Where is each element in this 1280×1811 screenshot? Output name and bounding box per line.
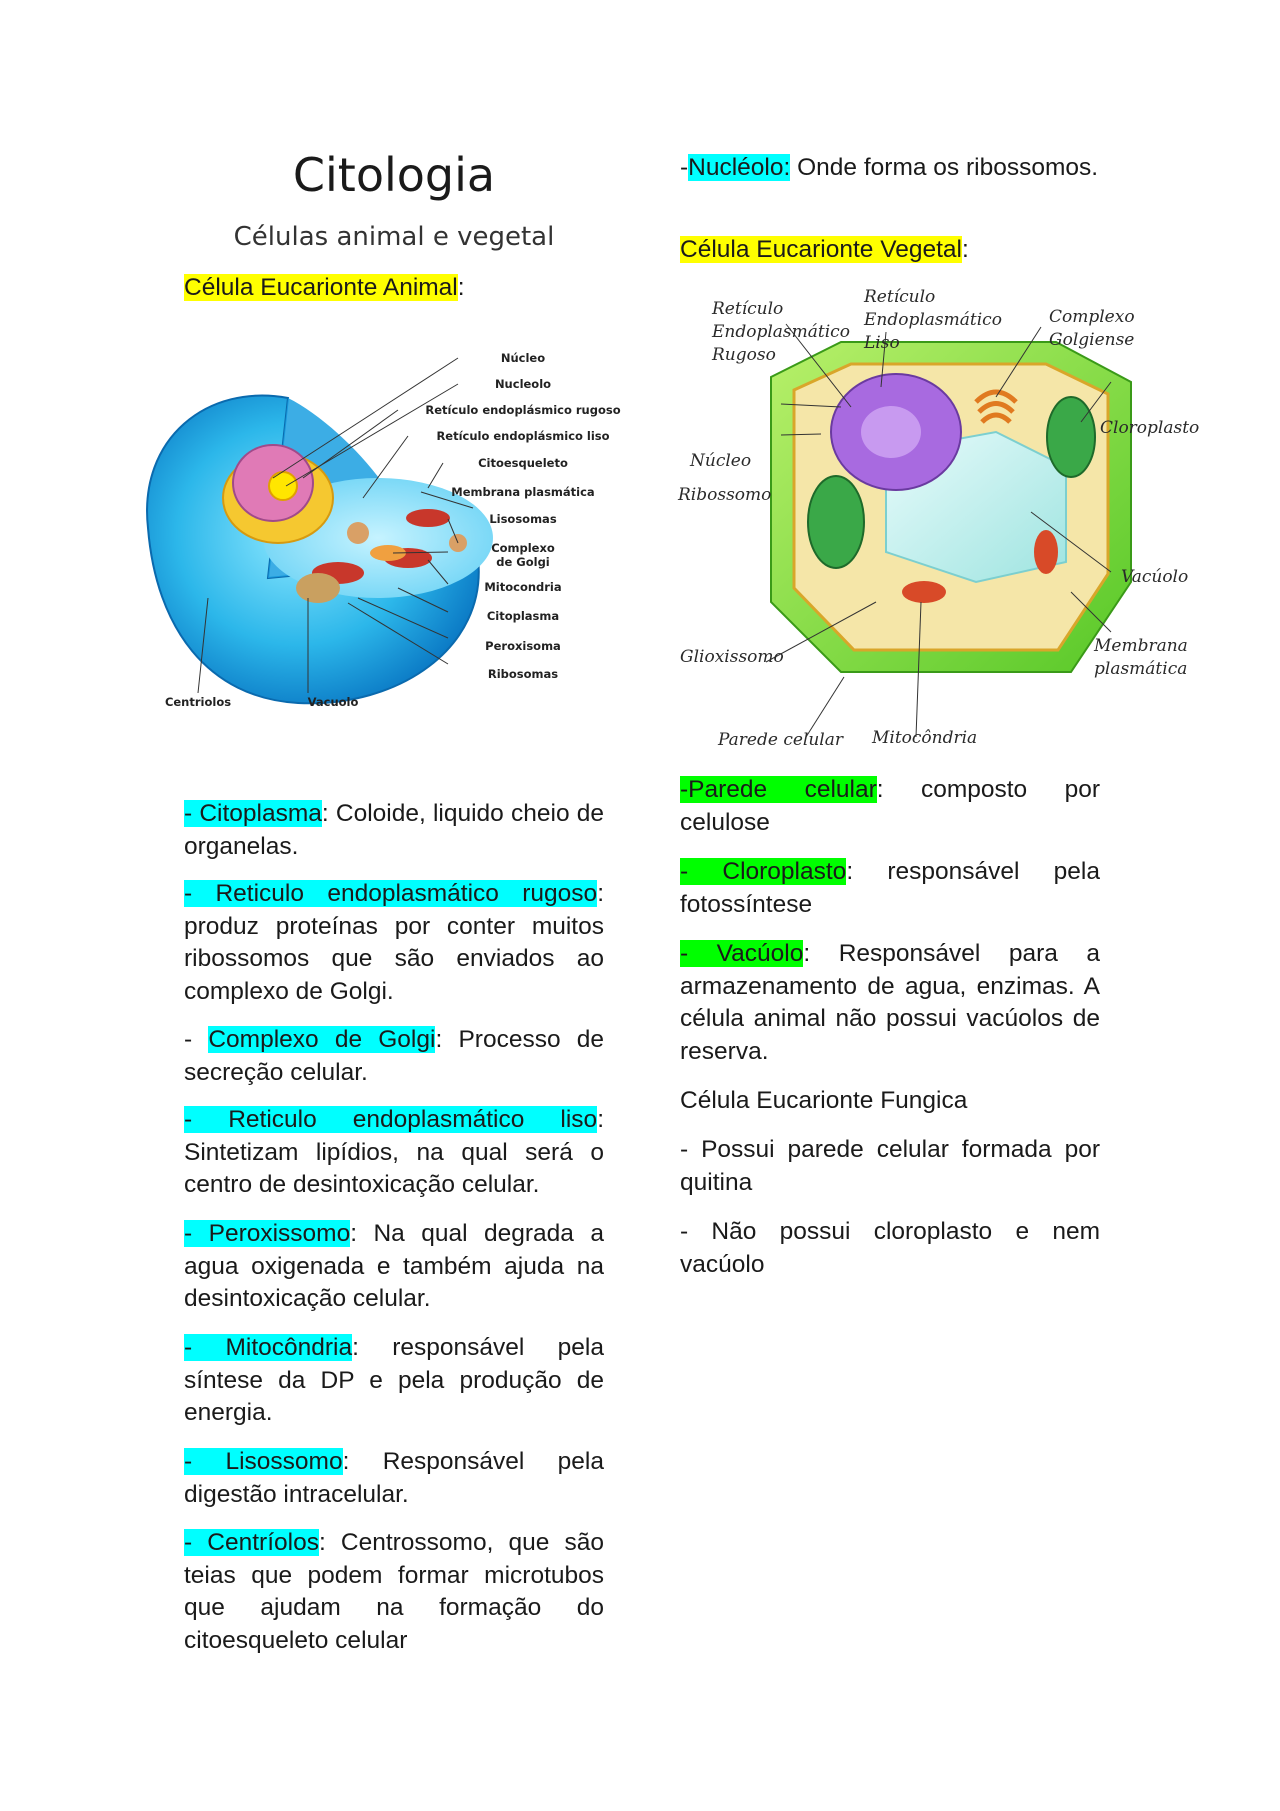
text-rel: : Sintetizam lipídios, na qual será o centro de desintoxicação celular. xyxy=(184,1106,604,1198)
animal-item-rel xyxy=(184,1104,604,1202)
animal-item-citoplasma xyxy=(184,798,604,863)
label-parede: Parede celular xyxy=(718,730,844,750)
mitochondrion-shape-2 xyxy=(406,509,450,527)
term-nucleolo: Nucléolo: xyxy=(688,154,791,181)
term-vacuolo: - Vacúolo xyxy=(680,940,804,967)
label-nucleo: Núcleo xyxy=(690,451,752,471)
text-lisossomo: : Responsável pela digestão intracelular. xyxy=(184,1448,604,1508)
vegetal-heading-suffix: : xyxy=(961,236,969,263)
label-membrana-2: plasmática xyxy=(1094,659,1188,679)
mitochondrion-shape-2 xyxy=(1034,530,1058,574)
animal-cell-figure xyxy=(128,348,648,718)
page-title: Citologia xyxy=(292,148,496,202)
term-cloroplasto: - Cloroplasto xyxy=(680,858,847,885)
text-cloroplasto: : responsável pela fotossíntese xyxy=(680,858,1100,918)
chloroplast-shape-2 xyxy=(1047,397,1095,477)
label-golgi-2: de Golgi xyxy=(496,555,550,569)
vegetal-heading xyxy=(680,234,1100,267)
vegetal-item-cloroplasto xyxy=(680,856,1100,921)
animal-item-peroxissomo xyxy=(184,1218,604,1316)
fungica-item-2: - Não possui cloroplasto e nem vacúolo xyxy=(680,1218,1100,1278)
text-vacuolo: : Responsável para a armazenamento de agua, enzimas. A célula animal não possui vacúolos de reserva. xyxy=(680,940,1101,1065)
animal-heading-label: Célula Eucarionte Animal xyxy=(184,274,458,301)
text-mitocondria: : responsável pela síntese da DP e pela produção de energia. xyxy=(184,1334,604,1426)
label-glioxissomo: Glioxissomo xyxy=(680,647,784,667)
animal-item-golgi xyxy=(184,1024,604,1089)
label-citoesqueleto: Citoesqueleto xyxy=(478,456,568,470)
mitochondrion-shape-1 xyxy=(902,581,946,603)
label-ribosomas: Ribosomas xyxy=(487,667,559,681)
text-parede: : composto por celulose xyxy=(680,776,1100,836)
label-golgi-1: Complexo xyxy=(1049,307,1135,327)
animal-item-rer xyxy=(184,878,604,1008)
animal-heading xyxy=(184,272,604,305)
nucleolo-prefix: - xyxy=(680,154,689,181)
text-golgi: : Processo de secreção celular. xyxy=(184,1026,604,1086)
label-lisosomas: Lisosomas xyxy=(489,512,557,526)
label-golgi-1: Complexo xyxy=(491,541,555,555)
fungica-item-1: - Possui parede celular formada por quitina xyxy=(680,1136,1100,1196)
term-rel: - Reticulo endoplasmático liso xyxy=(184,1106,598,1133)
label-rel-3: Liso xyxy=(864,333,900,353)
page-subtitle: Células animal e vegetal xyxy=(233,222,555,252)
vegetal-item-parede xyxy=(680,774,1100,839)
text-peroxissomo: : Na qual degrada a agua oxigenada e também ajuda na desintoxicação celular. xyxy=(184,1220,604,1312)
animal-item-lisossomo xyxy=(184,1446,604,1511)
label-ribossomo: Ribossomo xyxy=(678,485,772,505)
text-nucleolo: Onde forma os ribossomos. xyxy=(790,154,1099,181)
label-mitocondria: Mitocondria xyxy=(484,580,562,594)
label-mitocondria: Mitocôndria xyxy=(872,728,978,748)
term-parede: -Parede celular xyxy=(680,776,877,803)
term-golgi: Complexo de Golgi xyxy=(208,1026,436,1053)
term-peroxissomo: - Peroxissomo xyxy=(184,1220,351,1247)
prefix-golgi: - xyxy=(184,1026,209,1053)
label-cloroplasto: Cloroplasto xyxy=(1100,418,1200,438)
label-membrana-1: Membrana xyxy=(1094,636,1188,656)
label-rel-1: Retículo xyxy=(864,287,936,307)
nucleolo-item xyxy=(680,152,1100,185)
label-nucleolo: Nucleolo xyxy=(494,377,552,391)
label-golgi-2: Golgiense xyxy=(1049,330,1135,350)
label-peroxisoma: Peroxisoma xyxy=(485,639,561,653)
term-mitocondria: - Mitocôndria xyxy=(184,1334,353,1361)
animal-heading-suffix: : xyxy=(457,274,465,301)
term-rer: - Reticulo endoplasmático rugoso xyxy=(184,880,598,907)
label-vacuolo: Vacuolo xyxy=(307,695,359,709)
vacuole-shape xyxy=(296,573,340,603)
lysosome-shape-1 xyxy=(347,522,369,544)
term-lisossomo: - Lisossomo xyxy=(184,1448,343,1475)
vegetal-heading-label: Célula Eucarionte Vegetal xyxy=(680,236,962,263)
label-rel: Retículo endoplásmico liso xyxy=(436,429,610,443)
chloroplast-shape-1 xyxy=(808,476,864,568)
label-citoplasma: Citoplasma xyxy=(486,609,560,623)
label-membrana: Membrana plasmática xyxy=(451,485,595,499)
label-nucleo: Núcleo xyxy=(500,351,546,365)
fungica-heading: Célula Eucarionte Fungica xyxy=(680,1087,968,1114)
label-rer-1: Retículo xyxy=(712,299,784,319)
animal-cell-diagram xyxy=(128,348,648,718)
term-citoplasma: - Citoplasma xyxy=(184,800,322,827)
nucleolus-shape xyxy=(269,472,297,500)
nucleolus-shape xyxy=(861,406,921,458)
text-citoplasma: : Coloide, liquido cheio de organelas. xyxy=(184,800,605,860)
label-rer-3: Rugoso xyxy=(712,345,776,365)
label-vacuolo: Vacúolo xyxy=(1121,567,1189,587)
label-rel-2: Endoplasmático xyxy=(864,310,1002,330)
vegetal-item-vacuolo xyxy=(680,938,1100,1068)
animal-item-mitocondria xyxy=(184,1332,604,1430)
plant-cell-diagram xyxy=(676,282,1206,752)
label-rer-2: Endoplasmático xyxy=(712,322,850,342)
text-centriolos: : Centrossomo, que são teias que podem formar microtubos que ajudam na formação do citoesqueleto celular xyxy=(184,1529,604,1654)
plant-cell-figure xyxy=(676,282,1206,752)
term-centriolos: - Centríolos xyxy=(184,1529,319,1556)
label-rer: Retículo endoplásmico rugoso xyxy=(425,403,621,417)
label-centriolos: Centriolos xyxy=(164,695,232,709)
animal-item-centriolos xyxy=(184,1527,604,1657)
text-rer: : produz proteínas por conter muitos ribossomos que são enviados ao complexo de Golgi. xyxy=(184,880,604,1005)
